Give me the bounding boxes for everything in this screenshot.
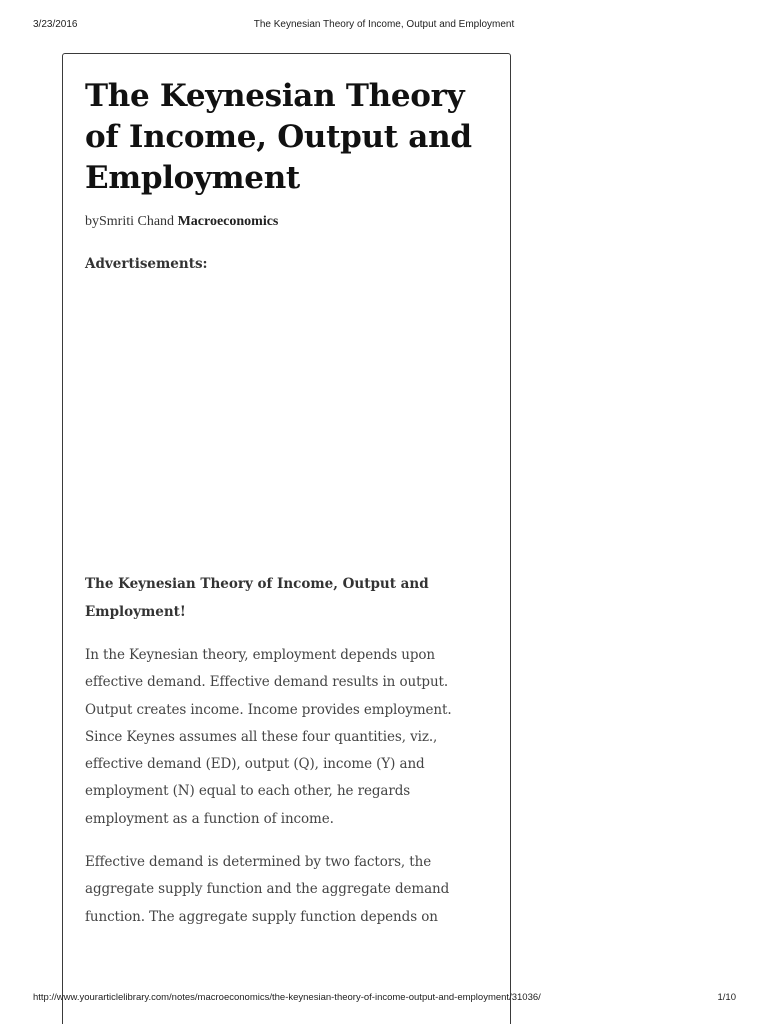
byline-author[interactable]: Smriti Chand <box>99 214 175 229</box>
print-url: http://www.yourarticlelibrary.com/notes/macroeconomics/the-keynesian-theory-of-income-output-and-employment/31036/ <box>33 992 541 1003</box>
print-footer <box>0 992 768 1006</box>
article-card <box>62 53 511 1024</box>
byline <box>85 214 480 234</box>
print-page-number: 1/10 <box>717 992 736 1003</box>
article-content <box>85 76 480 931</box>
article-title: The Keynesian Theory of Income, Output and Employment <box>85 78 472 196</box>
paragraph-1: In the Keynesian theory, employment depends upon effective demand. Effective demand results in output. Output creates income. Income provides employment. Since Keynes assumes all these four quantities, viz., effective demand (ED), output (Q), income (Y) and employment (N) equal to each other, he regards employment as a function of income. <box>85 647 452 827</box>
section-heading: The Keynesian Theory of Income, Output and Employment! <box>85 576 429 620</box>
advertisement-space <box>85 272 480 570</box>
print-date: 3/23/2016 <box>33 19 78 30</box>
print-page-title: The Keynesian Theory of Income, Output and Employment <box>253 19 515 30</box>
paragraph-2: Effective demand is determined by two factors, the aggregate supply function and the aggregate demand function. The aggregate supply function depends on <box>85 854 450 925</box>
print-header <box>0 19 768 33</box>
advertisements-label: Advertisements: <box>85 256 208 272</box>
byline-prefix: by <box>85 214 99 229</box>
byline-category[interactable]: Macroeconomics <box>177 214 279 229</box>
